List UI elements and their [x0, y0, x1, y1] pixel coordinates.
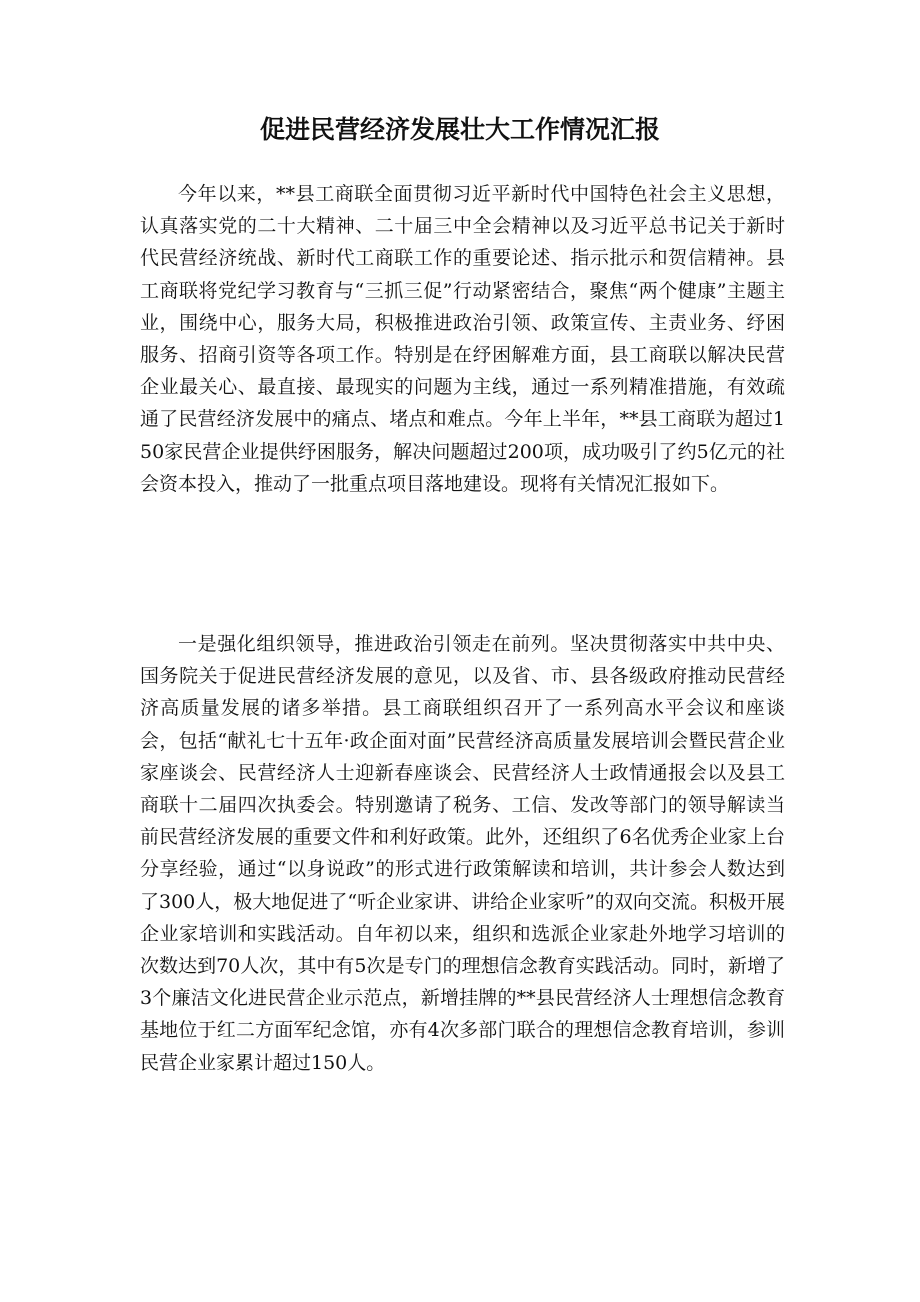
paragraph-section-one: 一是强化组织领导，推进政治引领走在前列。坚决贯彻落实中共中央、国务院关于促进民营经济发展的意见，以及省、市、县各级政府推动民营经济高质量发展的诸多举措。县工商联组织召开了一系列高水平会议和座谈会，包括“献礼七十五年·政企面对面”民营经济高质量发展培训会暨民营企业家座谈会、民营经济人士迎新春座谈会、民营经济人士政情通报会以及县工商联十二届四次执委会。特别邀请了税务、工信、发改等部门的领导解读当前民营经济发展的重要文件和利好政策。此外，还组织了6名优秀企业家上台分享经验，通过“以身说政”的形式进行政策解读和培训，共计参会人数达到了300人，极大地促进了“听企业家讲、讲给企业家听”的双向交流。积极开展企业家培训和实践活动。自年初以来，组织和选派企业家赴外地学习培训的次数达到70人次，其中有5次是专门的理想信念教育实践活动。同时，新增了3个廉洁文化进民营企业示范点，新增挂牌的**县民营经济人士理想信念教育基地位于红二方面军纪念馆，亦有4次多部门联合的理想信念教育培训，参训民营企业家累计超过150人。 — [140, 633, 785, 1074]
paragraph-intro: 今年以来，**县工商联全面贯彻习近平新时代中国特色社会主义思想，认真落实党的二十大精神、二十届三中全会精神以及习近平总书记关于新时代民营经济统战、新时代工商联工作的重要论述、指示批示和贺信精神。县工商联将党纪学习教育与“三抓三促”行动紧密结合，聚焦“两个健康”主题主业，围绕中心，服务大局，积极推进政治引领、政策宣传、主责业务、纾困服务、招商引资等各项工作。特别是在纾困解难方面，县工商联以解决民营企业最关心、最直接、最现实的问题为主线，通过一系列精准措施，有效疏通了民营经济发展中的痛点、堵点和难点。今年上半年，**县工商联为超过150家民营企业提供纾困服务，解决问题超过200项，成功吸引了约5亿元的社会资本投入，推动了一批重点项目落地建设。现将有关情况汇报如下。 — [140, 183, 785, 495]
document-title: 促进民营经济发展壮大工作情况汇报 — [259, 115, 660, 144]
